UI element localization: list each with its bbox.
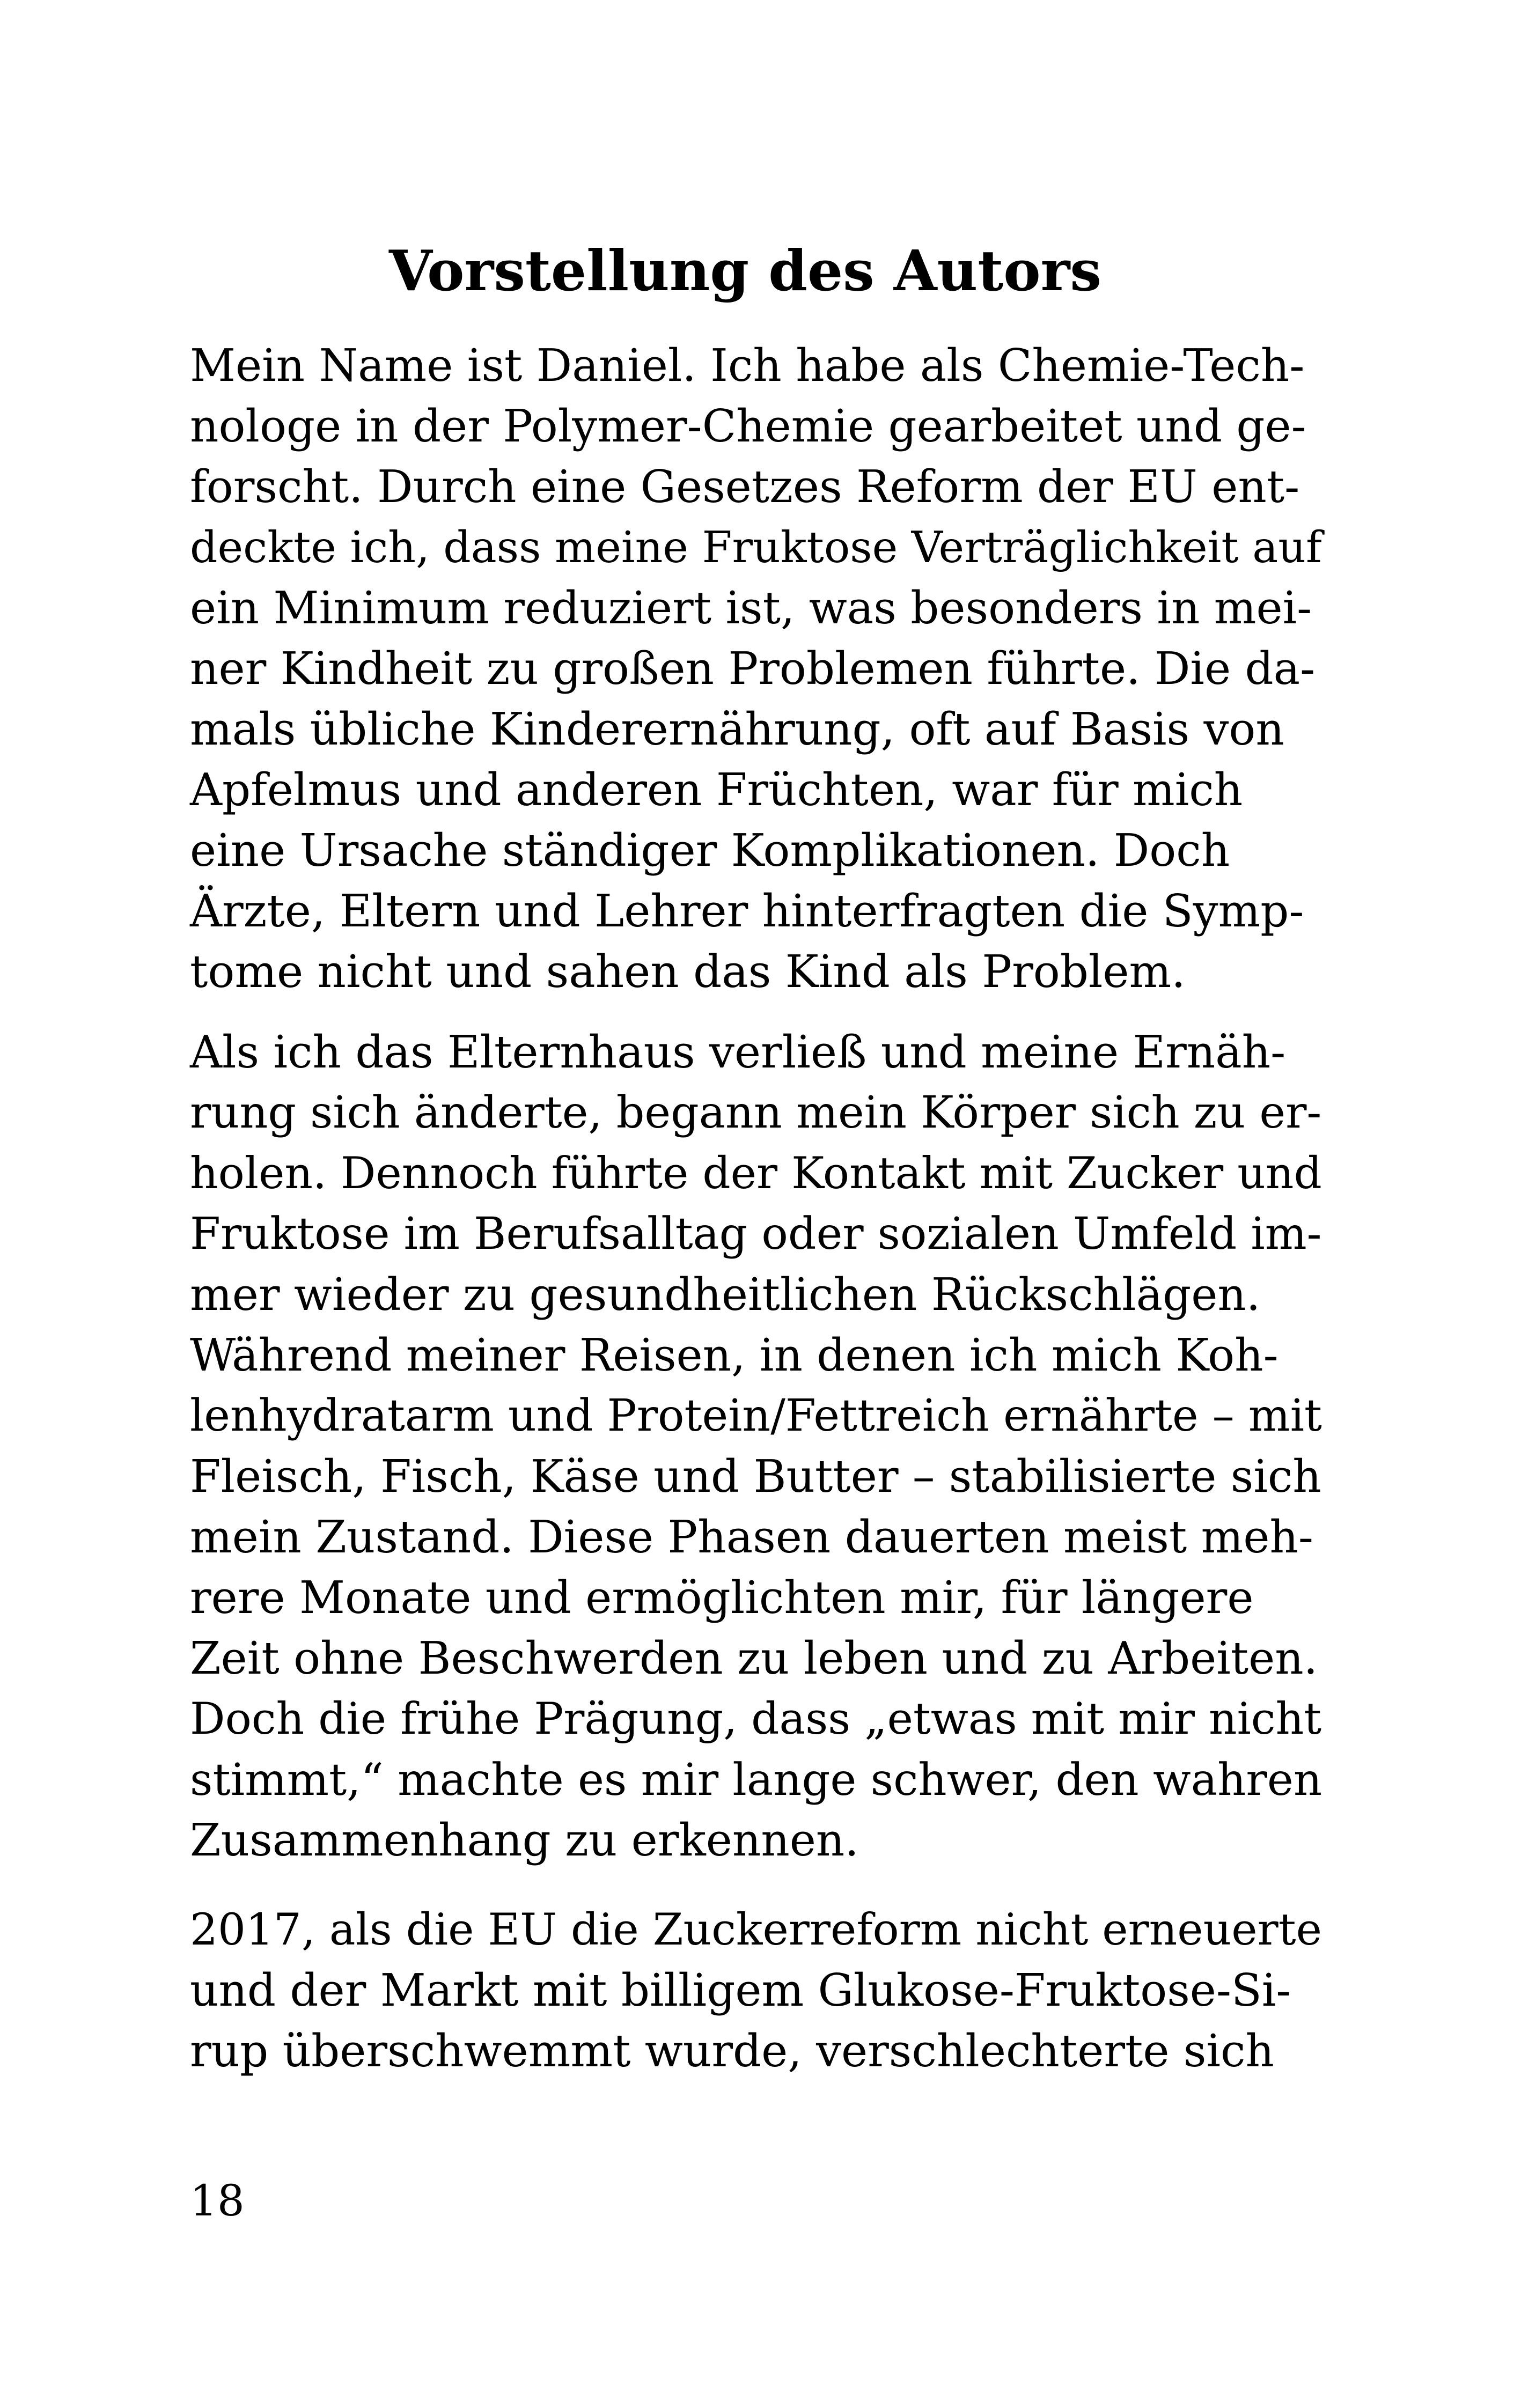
text-line: und der Markt mit billigem Glukose-Fruktose-Si- [190,1964,1291,2016]
paragraph [190,1022,1322,1871]
text-line: Während meiner Reisen, in denen ich mich Koh- [190,1329,1278,1381]
text-line: deckte ich, dass meine Fruktose Verträglichkeit auf [190,522,1322,572]
text-line: Mein Name ist Daniel. Ich habe als Chemie-Tech- [190,340,1305,392]
text-line: Fruktose im Berufsalltag oder sozialen Umfeld im- [190,1209,1322,1260]
text-line: ner Kindheit zu großen Problemen führte. Die da- [190,643,1316,695]
chapter-heading: Vorstellung des Autors [389,238,1101,304]
text-line: mer wieder zu gesundheitlichen Rückschlägen. [190,1269,1261,1321]
text-line: lenhydratarm und Protein/Fettreich ernährte – mit [190,1390,1322,1441]
text-line: 2017, als die EU die Zuckerreform nicht erneuerte [190,1904,1322,1955]
text-line: Ärzte, Eltern und Lehrer hinterfragten die Symp- [190,885,1304,937]
text-line: eine Ursache ständiger Komplikationen. Doch [190,824,1230,877]
text-line: Fleisch, Fisch, Käse und Butter – stabilisierte sich [190,1450,1321,1503]
text-line: holen. Dennoch führte der Kontakt mit Zucker und [190,1148,1322,1199]
text-line: rung sich änderte, begann mein Körper sich zu er- [190,1087,1322,1138]
paragraph [190,1899,1322,2081]
text-line: Zeit ohne Beschwerden zu leben und zu Arbeiten. [190,1632,1318,1684]
page-number: 18 [190,2176,245,2226]
text-line: forscht. Durch eine Gesetzes Reform der EU ent- [190,461,1300,513]
text-line: Als ich das Elternhaus verließ und meine Ernäh- [190,1026,1286,1078]
text-line: tome nicht und sahen das Kind als Problem. [190,946,1186,998]
text-line: Apfelmus und anderen Früchten, war für mich [190,764,1243,816]
text-line: Doch die frühe Prägung, dass „etwas mit mir nicht [190,1693,1322,1744]
text-line: nologe in der Polymer-Chemie gearbeitet und ge- [190,400,1306,452]
text-line: ein Minimum reduziert ist, was besonders in mei- [190,582,1312,634]
text-line: mein Zustand. Diese Phasen dauerten meist meh- [190,1511,1313,1563]
paragraph [190,335,1322,1002]
text-line: rere Monate und ermöglichten mir, für längere [190,1572,1254,1624]
text-line: stimmt,“ machte es mir lange schwer, den wahren [190,1754,1322,1806]
text-line: mals übliche Kinderernährung, oft auf Basis von [190,703,1284,755]
text-line: rup überschwemmt wurde, verschlechterte sich [190,2025,1274,2077]
text-line: Zusammenhang zu erkennen. [190,1814,859,1866]
